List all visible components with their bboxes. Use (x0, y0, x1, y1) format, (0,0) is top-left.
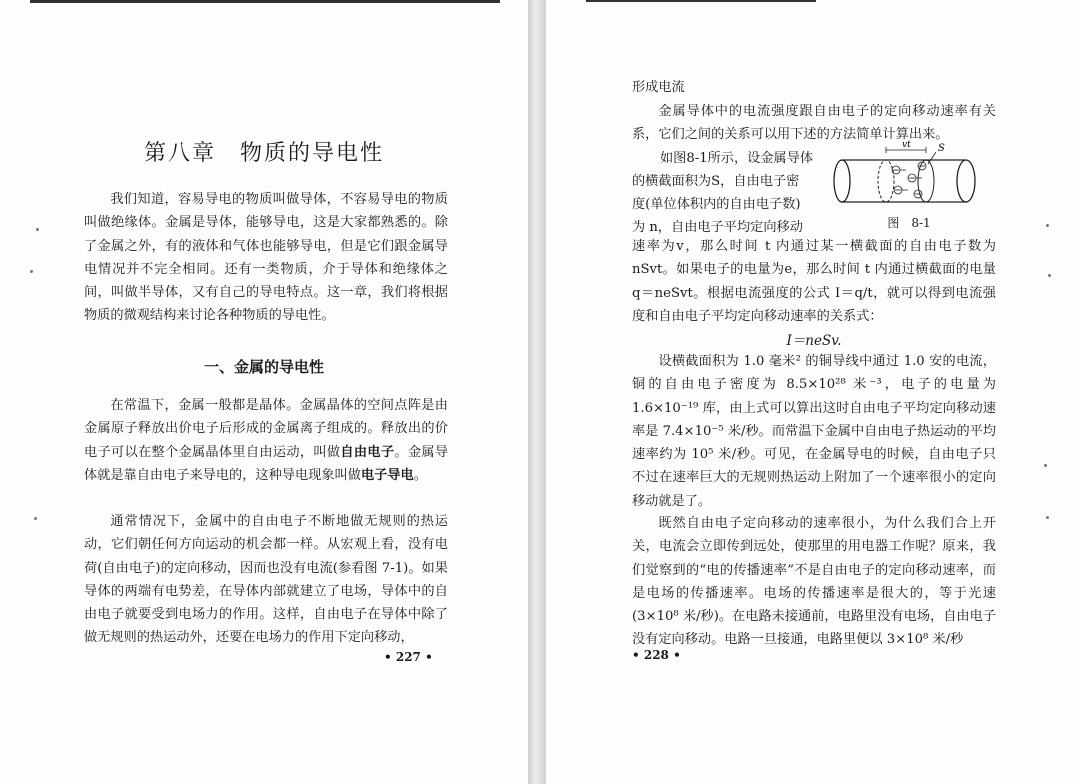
paragraph-text: 。 (413, 467, 427, 483)
formula: I＝neSv. (786, 333, 842, 349)
scan-speck (30, 270, 33, 273)
paragraph-current-speed: 金属导体中的电流强度跟自由电子的定向移动速率有关系，它们之间的关系可以用下述的方法简单计算出来。 (632, 104, 996, 143)
book-gutter (528, 0, 546, 784)
figure-side-line: 度(单位体积内的自由电子数) (632, 197, 801, 212)
figure-side-line: 如图8-1所示，设金属导体 (660, 151, 814, 166)
figure-label-s: S (938, 143, 945, 154)
scan-speck (36, 228, 39, 231)
figure-8-1 (826, 138, 992, 234)
intro-paragraph: 我们知道，容易导电的物质叫做导体，不容易导电的物质叫做绝缘体。金属是导体，能够导电，这是大家都熟悉的。除了金属之外，有的液体和气体也能够导电，但是它们跟金属导电情况并不完全相同。还有一类物质，介于导体和绝缘体之间，叫做半导体，又有自己的导电特点。这一章，我们将根据物质的微观结构来讨论各种物质的导电性。 (84, 192, 448, 324)
left-page-top-rule (30, 0, 500, 3)
paragraph-field-propagation: 既然自由电子定向移动的速率很小，为什么我们合上开关，电流会立即传到远处，使那里的用电器工作呢？原来，我们觉察到的“电的传播速率”不是自由电子的定向移动速率，而是电场的传播速率。电场的传播速率是很大的，等于光速(3×10⁸ 米/秒)。在电路未接通前，电路里没有电场，自由电子没有定向移动。电路一旦接通，电路里便以 3×10⁸ 米/秒 (632, 516, 996, 648)
paragraph-copper-example: 设横截面积为 1.0 毫米² 的铜导线中通过 1.0 安的电流，铜的自由电子密度为 8.5×10²⁸ 米⁻³，电子的电量为 1.6×10⁻¹⁹ 库，由上式可以算出这时自由电子平均定向移动速率是 7.4×10⁻⁵ 米/秒。而常温下金属中自由电子热运动的平均速率约为 10⁵ 米/秒。可见，在金属导电的时候，自由电子只不过在速率巨大的无规则热运动上附加了一个速率很小的定向移动就是了。 (632, 354, 997, 509)
conductor-diagram (826, 138, 992, 214)
figure-side-line: 的横截面积为S，自由电子密 (632, 174, 800, 189)
scan-speck (1048, 274, 1051, 277)
page-number-left: • 227 • (384, 650, 433, 664)
paragraph-free-electrons (84, 394, 448, 487)
figure-side-line: 为 n，自由电子平均定向移动 (632, 220, 803, 235)
term-electron-conduction: 电子导电 (360, 467, 414, 483)
chapter-title: 第八章 物质的导电性 (143, 141, 384, 166)
paragraph-thermal-motion: 通常情况下，金属中的自由电子不断地做无规则的热运动，它们朝任何方向运动的机会都一样。从宏观上看，没有电荷(自由电子)的定向移动，因而也没有电流(参看图 7-1)。如果导体的两端有电势差，在导体内部就建立了电场，导体中的自由电子就要受到电场力的作用。这样，自由电子在导体中除了做无规则的热运动外，还要在电场力的作用下定向移动， (84, 514, 448, 646)
paragraph-derivation: 速率为v，那么时间 t 内通过某一横截面的自由电子数为 nSvt。如果电子的电量为e，那么时间 t 内通过横截面的电量 q＝neSvt。根据电流强度的公式 I＝q/t，就可以得到电流强度和自由电子平均定向移动速率的关系式： (632, 239, 996, 324)
paragraph-text: 。金属导体就是靠自由电子来导电的，这种导电现象叫做 (84, 444, 449, 483)
term-free-electron: 自由电子 (340, 444, 395, 460)
section-heading: 一、金属的导电性 (203, 358, 324, 376)
left-page (0, 0, 528, 784)
figure-label-vt: vt (902, 140, 911, 150)
figure-caption: 图 8-1 (887, 216, 931, 230)
running-line: 形成电流 (632, 80, 685, 95)
paragraph-text: 在常温下，金属一般都是晶体。金属晶体的空间点阵是由金属原子释放出价电子后形成的金属离子组成的。释放出的价电子可以在整个金属晶体里自由运动，叫做 (84, 398, 448, 460)
scan-speck (1044, 464, 1047, 467)
page-number-right: • 228 • (632, 648, 681, 662)
right-page (546, 0, 1080, 784)
scan-speck (34, 517, 37, 520)
scan-speck (1046, 224, 1049, 227)
scan-speck (1046, 516, 1049, 519)
right-page-top-rule (586, 0, 816, 2)
